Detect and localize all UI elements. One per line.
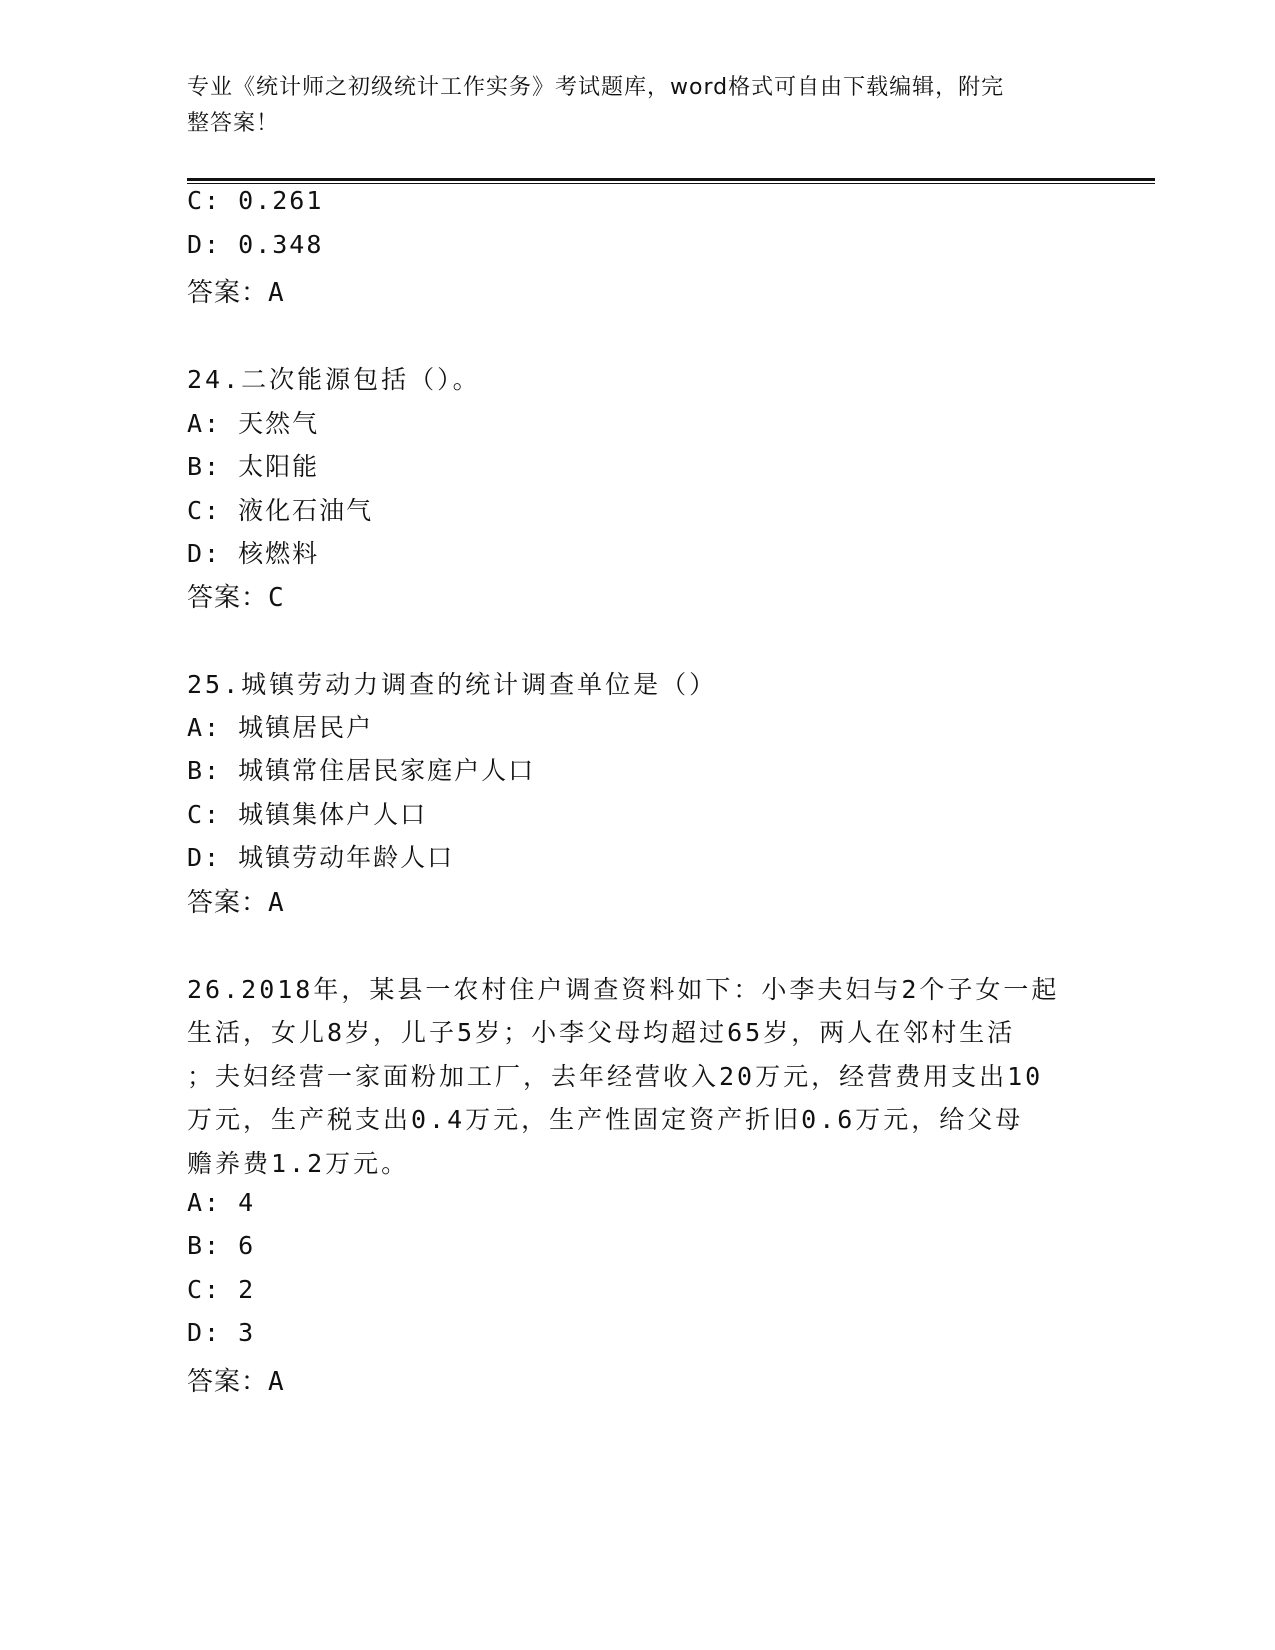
prev-option-d: D: 0.348 bbox=[187, 230, 324, 259]
answer-label: 答案： bbox=[187, 278, 269, 308]
q26-option-a: A: 4 bbox=[187, 1188, 256, 1217]
answer-value: A bbox=[268, 1367, 285, 1397]
q24-option-b: B: 太阳能 bbox=[187, 452, 320, 481]
q26-stem-line-5: 赡养费1.2万元。 bbox=[187, 1149, 410, 1178]
document-header bbox=[187, 70, 1067, 142]
q26-stem-line-4: 万元，生产税支出0.4万元，生产性固定资产折旧0.6万元，给父母 bbox=[187, 1105, 1024, 1134]
q26-stem-line-1: 26.2018年，某县一农村住户调查资料如下：小李夫妇与2个子女一起 bbox=[187, 975, 1060, 1004]
header-rule-thin bbox=[187, 183, 1155, 184]
answer-label: 答案： bbox=[187, 1367, 269, 1397]
answer-value: A bbox=[268, 888, 285, 918]
q25-option-b: B: 城镇常住居民家庭户人口 bbox=[187, 756, 536, 785]
q26-stem-line-2: 生活，女儿8岁，儿子5岁；小李父母均超过65岁，两人在邻村生活 bbox=[187, 1018, 1016, 1047]
answer-label: 答案： bbox=[187, 888, 269, 918]
q25-option-c: C: 城镇集体户人口 bbox=[187, 800, 428, 829]
q25-answer bbox=[187, 882, 1087, 919]
header-rule-thick bbox=[187, 178, 1155, 181]
q26-stem-line-3: ；夫妇经营一家面粉加工厂，去年经营收入20万元，经营费用支出10 bbox=[187, 1062, 1044, 1091]
header-line-1: 专业《统计师之初级统计工作实务》考试题库，word格式可自由下载编辑，附完 bbox=[187, 75, 1005, 100]
q24-answer bbox=[187, 577, 1087, 614]
q25-option-a: A: 城镇居民户 bbox=[187, 713, 374, 742]
q24-option-d: D: 核燃料 bbox=[187, 539, 320, 568]
answer-value: A bbox=[268, 278, 285, 308]
q26-option-d: D: 3 bbox=[187, 1318, 256, 1347]
prev-option-c: C: 0.261 bbox=[187, 186, 324, 215]
q26-option-b: B: 6 bbox=[187, 1231, 256, 1260]
q24-stem: 24.二次能源包括（）。 bbox=[187, 365, 481, 394]
q26-answer bbox=[187, 1361, 1087, 1398]
answer-label: 答案： bbox=[187, 583, 269, 613]
header-line-2: 整答案！ bbox=[187, 111, 280, 136]
q26-option-c: C: 2 bbox=[187, 1275, 256, 1304]
prev-answer bbox=[187, 272, 1087, 309]
q24-option-c: C: 液化石油气 bbox=[187, 496, 374, 525]
q25-option-d: D: 城镇劳动年龄人口 bbox=[187, 843, 455, 872]
answer-value: C bbox=[268, 583, 285, 613]
q24-option-a: A: 天然气 bbox=[187, 409, 320, 438]
q25-stem: 25.城镇劳动力调查的统计调查单位是（） bbox=[187, 670, 718, 699]
